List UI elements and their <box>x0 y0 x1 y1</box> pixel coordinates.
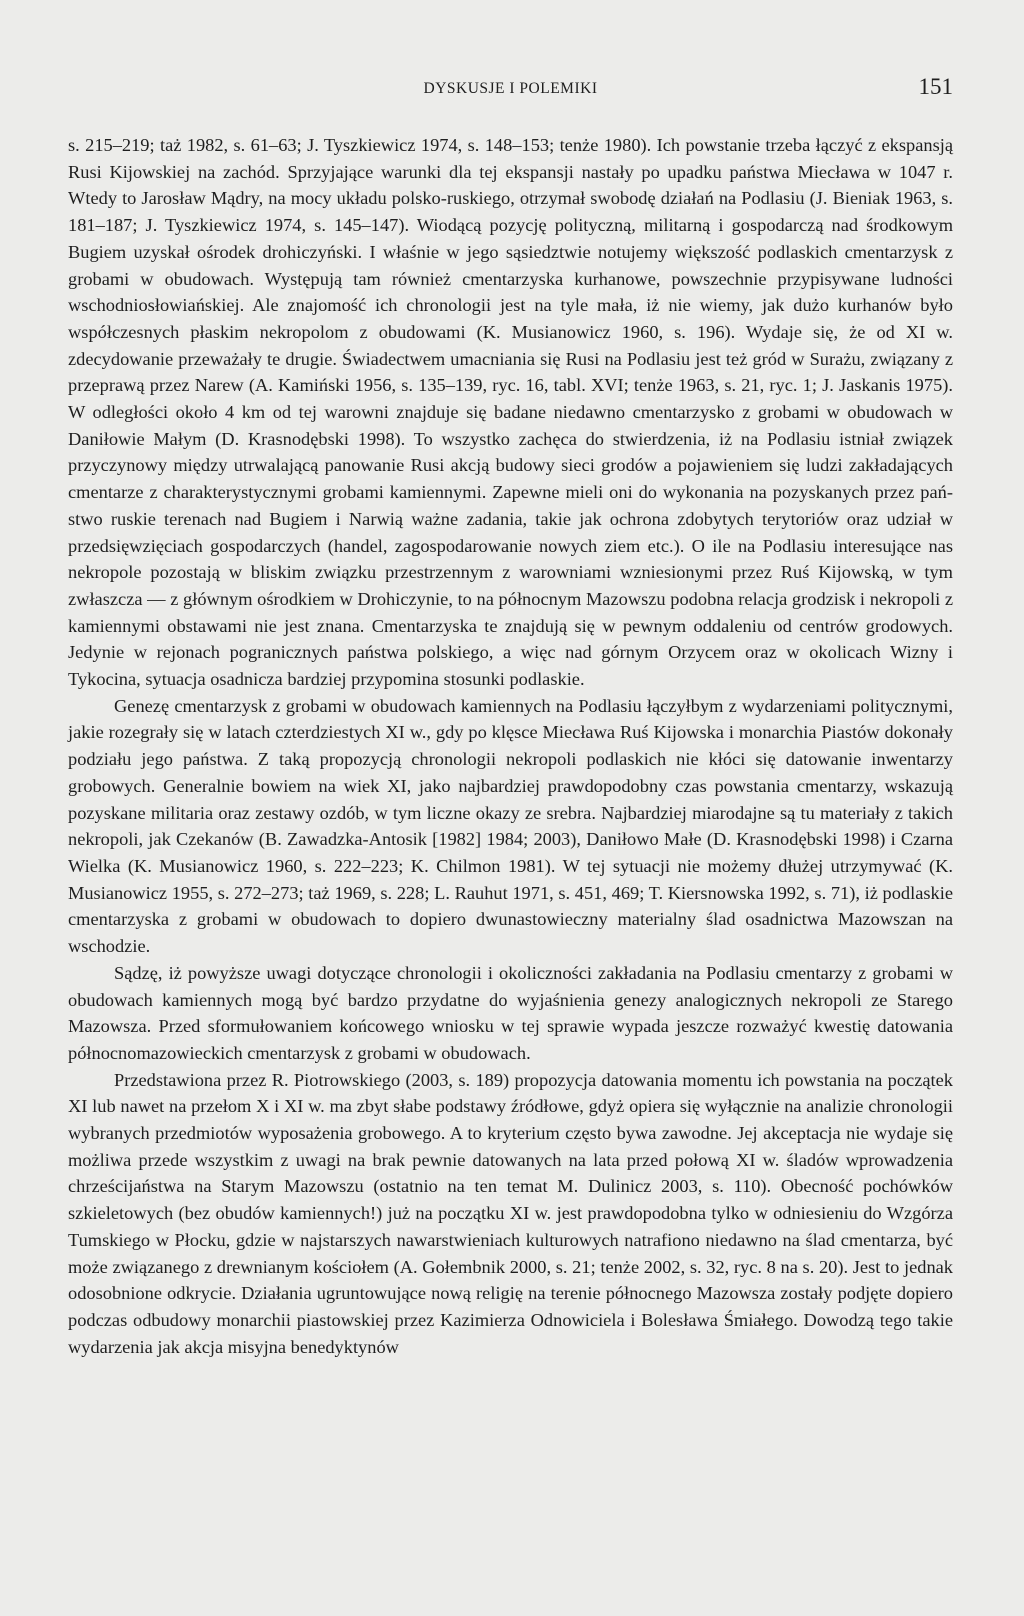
running-title: DYSKUSJE I POLEMIKI <box>423 80 598 97</box>
paragraph-1: s. 215–219; taż 1982, s. 61–63; J. Tyszkiewicz 1974, s. 148–153; tenże 1980). Ich powstanie trzeba łączyć z ekspansją Rusi Kijowskiej na zachód. Sprzyjające warunki dla tej ekspansji nastały po upadku państwa Miecława w 1047 r. Wtedy to Jarosław Mądry, na mocy układu polsko-ruskiego, otrzymał swobodę działań na Podlasiu (J. Bieniak 1963, s. 181–187; J. Tyszkiewicz 1974, s. 145–147). Wiodącą pozycję polityczną, militarną i gospodarczą nad środkowym Bugiem uzyskał ośrodek drohiczyński. I właśnie w jego sąsiedztwie notujemy większość podlaskich cmentarzysk z grobami w obudowach. Występują tam również cmentarzyska kurhanowe, powszechnie przypisywane ludności wschodniosłowiańskiej. Ale znajomość ich chronologii jest na tyle mała, iż nie wiemy, jak dużo kurhanów było współczesnych płaskim nekropolom z obudowami (K. Musianowicz 1960, s. 196). Wydaje się, że od XI w. zdecydowanie przeważały te drugie. Świadectwem umacniania się Rusi na Podlasiu jest też gród w Surażu, związany z przeprawą przez Narew (A. Kamiński 1956, s. 135–139, ryc. 16, tabl. XVI; tenże 1963, s. 21, ryc. 1; J. Jaskanis 1975). W odległości około 4 km od tej warowni znajduje się badane niedawno cmentarzysko z grobami w obudowach w Daniłowie Małym (D. Krasnodębski 1998). To wszystko zachęca do stwierdzenia, iż na Podlasiu istniał związek przyczynowy między utrwalającą panowanie Rusi akcją budowy sieci grodów a pojawieniem się ludzi zakładających cmentarze z charakterystycznymi grobami kamiennymi. Zapewne mieli oni do wykonania na pozyskanych przez państwo ruskie terenach nad Bugiem i Narwią ważne zadania, takie jak ochrona zdobytych terytoriów oraz udział w przedsięwzięciach gospodarczych (handel, zagospodarowanie nowych ziem etc.). O ile na Podlasiu interesujące nas nekropole pozostają w bliskim związku przestrzennym z warowniami wzniesionymi przez Ruś Kijowską, w tym zwłaszcza — z głównym ośrodkiem w Drohiczynie, to na północnym Mazowszu podobna relacja grodzisk i nekropoli z kamiennymi obstawami nie jest znana. Cmentarzyska te znajdują się w pewnym oddaleniu od centrów grodowych. Jedynie w rejonach pogranicznych państwa polskiego, a więc nad górnym Orzycem oraz w okolicach Wizny i Tykocina, sytuacja osadnicza bardziej przypomina stosunki podlaskie. <box>68 135 953 690</box>
paragraph-2: Genezę cmentarzysk z grobami w obudowach kamiennych na Podlasiu łączyłbym z wydarzeniami politycznymi, jakie rozegrały się w latach czterdziestych XI w., gdy po klęsce Miecława Ruś Kijowska i monarchia Piastów dokonały podziału jego państwa. Z taką propozycją chronologii nekropoli podlaskich nie kłóci się datowanie inwentarzy grobowych. Generalnie bowiem na wiek XI, jako najbardziej prawdopodobny czas powstania cmentarzy, wskazują pozyskane militaria oraz zestawy ozdób, w tym liczne okazy ze srebra. Najbardziej miarodajne są tu materiały z takich nekropoli, jak Czekanów (B. Zawadzka-Antosik [1982] 1984; 2003), Daniłowo Małe (D. Krasnodębski 1998) i Czarna Wielka (K. Musianowicz 1960, s. 222–223; K. Chilmon 1981). W tej sytuacji nie możemy dłużej utrzymywać (K. Musianowicz 1955, s. 272–273; taż 1969, s. 228; L. Rauhut 1971, s. 451, 469; T. Kiersnowska 1992, s. 71), iż podlaskie cmentarzyska z grobami w obudowach to dopiero dwunastowieczny materialny ślad osadnictwa Mazowszan na wschodzie. <box>68 695 953 957</box>
running-header <box>68 74 953 106</box>
page-number: 151 <box>918 74 953 99</box>
paragraph-3: Sądzę, iż powyższe uwagi dotyczące chronologii i okoliczności zakładania na Podlasiu cmentarzy z grobami w obudowach kamiennych mogą być bardzo przydatne do wyjaśnienia genezy analogicznych nekropoli ze Starego Mazowsza. Przed sformułowaniem końcowego wniosku w tej sprawie wypada jeszcze rozważyć kwestię datowania północnomazowieckich cmentarzysk z grobami w obudowach. <box>68 962 953 1063</box>
paragraph-4: Przedstawiona przez R. Piotrowskiego (2003, s. 189) propozycja datowania momentu ich powstania na początek XI lub nawet na przełom X i XI w. ma zbyt słabe podstawy źródłowe, gdyż opiera się wyłącznie na analizie chronologii wybranych przedmiotów wyposażenia grobowego. A to kryterium często bywa zawodne. Jej akceptacja nie wydaje się możliwa przede wszystkim z uwagi na brak pewnie datowanych na lata przed połową XI w. śladów wprowadzenia chrześcijaństwa na Starym Mazowszu (ostatnio na ten temat M. Dulinicz 2003, s. 110). Obecność pochówków szkieletowych (bez obudów kamiennych!) już na początku XI w. jest prawdopodobna tylko w odniesieniu do Wzgórza Tumskiego w Płocku, gdzie w najstarszych nawarstwieniach kulturowych natrafiono niedawno na ślad cmentarza, być może związanego z drewnianym kościołem (A. Gołembnik 2000, s. 21; tenże 2002, s. 32, ryc. 8 na s. 20). Jest to jednak odosobnione odkrycie. Działania ugruntowujące nową religię na terenie północnego Mazowsza zostały podjęte dopiero podczas odbudowy monarchii piastowskiej przez Kazimierza Odnowiciela i Bolesława Śmiałego. Dowodzą tego takie wydarzenia jak akcja misyjna benedyktynów <box>68 1069 953 1357</box>
body-text <box>68 132 953 1360</box>
